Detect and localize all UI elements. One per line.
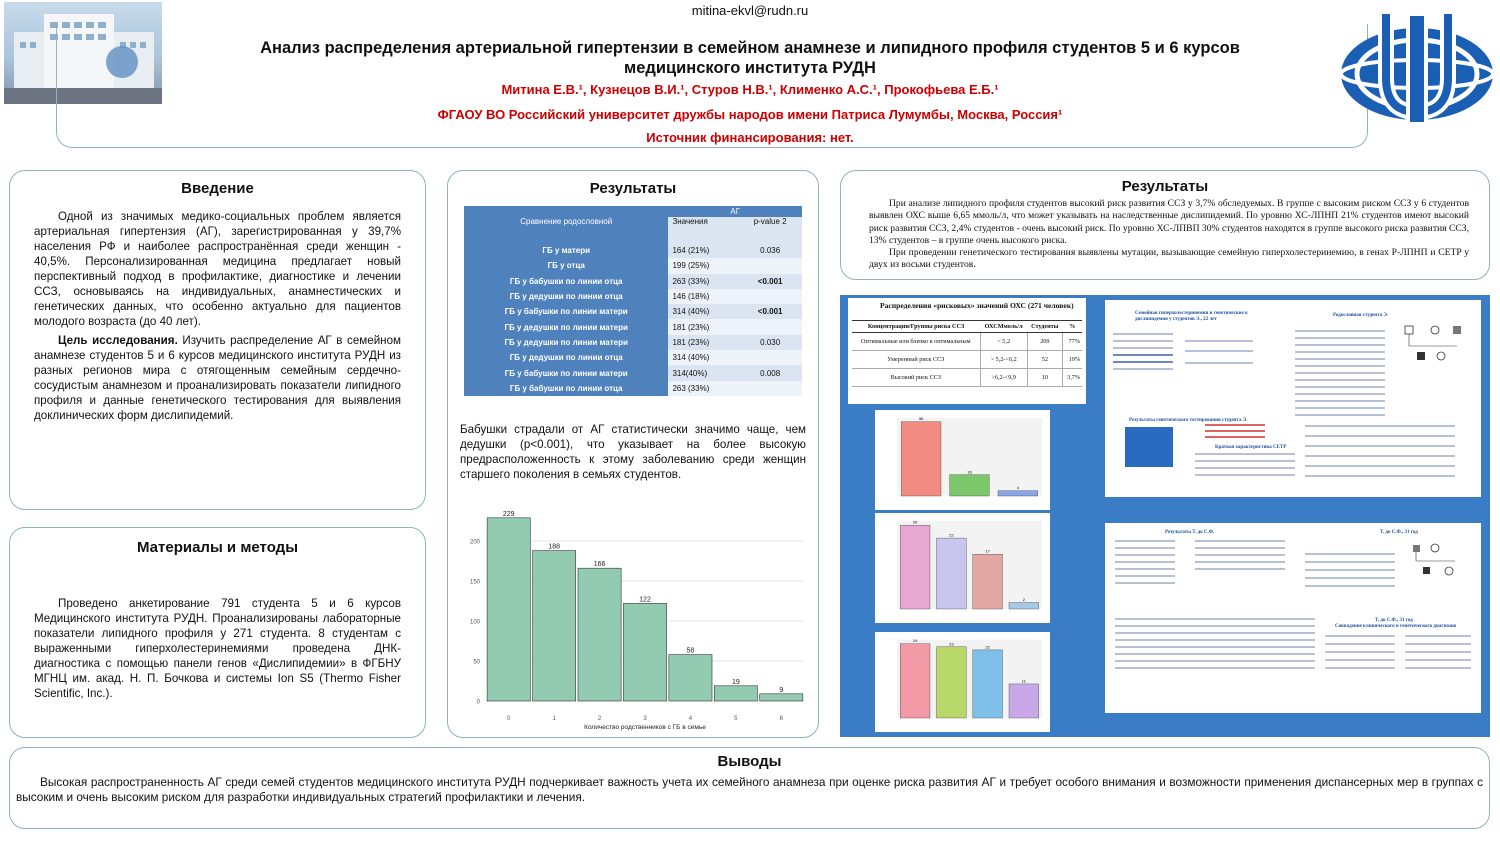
y-tick-label: 0 — [476, 699, 480, 706]
rudn-logo — [1338, 8, 1496, 134]
x-tick-label: 4 — [688, 716, 693, 722]
ag-table-row — [464, 365, 802, 380]
case-title-7: Т. до С.Ф., 31 год — [1375, 618, 1413, 623]
supplement-collage — [840, 295, 1490, 737]
oxs-cell: 209 — [1027, 333, 1062, 351]
mini-bar-label: 22 — [949, 532, 954, 538]
case-panel-top — [1105, 300, 1481, 497]
intro-text — [10, 197, 425, 423]
x-tick-label: 1 — [552, 716, 556, 722]
authors: Митина Е.В.¹, Кузнецов В.И.¹, Стуров Н.В.¹, Клименко А.С.¹, Прокофьева Е.Б.¹ — [501, 82, 999, 97]
oxs-cell: 77% — [1062, 333, 1082, 351]
y-tick-label: 200 — [469, 539, 480, 546]
x-tick-label: 0 — [507, 716, 511, 722]
ag-col-1: Сравнение родословной — [464, 217, 668, 243]
ag-group-header: АГ — [668, 206, 802, 217]
oxs-cell: 10 — [1027, 369, 1062, 387]
ag-row-label: ГБ у бабушки по линии матери — [464, 304, 668, 319]
mini-bar-label: 2 — [1022, 597, 1025, 603]
poster-title — [190, 38, 1310, 78]
ag-table-row — [464, 319, 802, 334]
bar-value-label: 229 — [502, 510, 515, 518]
ag-table-row — [464, 304, 802, 319]
ag-row-value: 181 (23%) — [668, 335, 738, 350]
ag-row-value: 146 (18%) — [668, 289, 738, 304]
oxs-header-cell: % — [1062, 321, 1082, 333]
ag-row-value: 314(40%) — [668, 365, 738, 380]
bar-chart-svg — [456, 501, 812, 731]
bar-value-label: 19 — [731, 678, 740, 686]
mini-bar — [950, 475, 990, 496]
results-right-panel — [840, 170, 1490, 280]
ag-row-value: 314 (40%) — [668, 350, 738, 365]
bar — [487, 518, 530, 701]
pedigree-diagram-2 — [1405, 541, 1475, 585]
ag-row-pvalue: 0.030 — [738, 335, 802, 350]
ag-row-value: 164 (21%) — [668, 243, 738, 258]
ag-row-pvalue: <0.001 — [738, 304, 802, 319]
y-tick-label: 50 — [473, 659, 480, 666]
mini-bar — [1009, 684, 1039, 718]
ag-row-pvalue — [738, 289, 802, 304]
mini-chart-2-svg — [875, 513, 1050, 623]
results-mid-text: Бабушки страдали от АГ статистически значимо чаще, чем дедушки (p<0.001), что указывает на более высокую предрасположенность к этому заболеванию среди женщин старшего поколения в семьях студентов. — [460, 423, 806, 481]
mini-bar-label: 17 — [985, 548, 990, 554]
mini-bar — [1009, 603, 1039, 609]
x-tick-label: 6 — [779, 716, 783, 722]
ag-row-label: ГБ у отца — [464, 258, 668, 273]
ag-table-row — [464, 243, 802, 258]
intro-panel — [9, 170, 426, 510]
ag-table-row — [464, 381, 802, 396]
bar-value-label: 166 — [593, 561, 606, 569]
results-right-text — [841, 195, 1489, 272]
ag-table-row — [464, 258, 802, 273]
mini-bar — [937, 647, 967, 718]
mini-chart-3 — [875, 632, 1050, 732]
title-line-2: медицинского института РУДН — [624, 59, 876, 77]
ag-table — [464, 206, 802, 396]
ag-table-row — [464, 274, 802, 289]
results-right-title: Результаты — [1121, 178, 1209, 195]
x-tick-label: 3 — [643, 716, 647, 722]
genetic-results-box — [1125, 427, 1173, 467]
x-tick-label: 2 — [597, 716, 602, 722]
ag-table-row — [464, 289, 802, 304]
ag-table-corner — [464, 206, 668, 217]
oxs-cell: > 5,2-<6,2 — [980, 351, 1027, 369]
oxs-table-title: Распределения «рисковых» значений ОХС (271 человек) — [880, 301, 1074, 310]
mini-bar — [998, 491, 1038, 496]
conclusions-text: Высокая распространенность АГ среди семей студентов медицинского института РУДН подчеркивает важность учета их семейного анамнеза при оценке риска развития АГ и требует особого внимания и возможности применения диспансерных мер в группах с высоким и очень высоким риском для разработки индивидуальных стратегий профилактики и лечения. — [16, 775, 1483, 804]
bar-value-label: 9 — [779, 686, 784, 694]
ag-row-label: ГБ у бабушки по линии матери — [464, 365, 668, 380]
oxs-cell: Оптимальные или близко к оптимальным — [852, 333, 980, 351]
case-title-1b: дислипидемия у студентов Э., 22 лет — [1135, 317, 1217, 322]
relatives-bar-chart — [456, 501, 812, 731]
case-title-2: Родословная студента Э. — [1333, 313, 1389, 318]
pedigree-diagram — [1395, 322, 1473, 372]
oxs-table-card — [848, 298, 1086, 404]
affiliation: ФГАОУ ВО Российский университет дружбы народов имени Патриса Лумумбы, Москва, Россия¹ — [437, 107, 1063, 122]
mini-chart-1-svg — [875, 410, 1050, 510]
oxs-header-cell: Студенты — [1027, 321, 1062, 333]
ag-row-label: ГБ у бабушки по линии отца — [464, 381, 668, 396]
bar — [760, 694, 803, 701]
ag-row-value: 199 (25%) — [668, 258, 738, 273]
bar — [669, 655, 712, 701]
results-right-p1: При анализе липидного профиля студентов высокий риск развития ССЗ у 3,7% обследуемых. В группе с высоким риском ССЗ у 6 студентов выявлен ОХС выше 6,65 ммоль/л, что может указывать на наследственные дислипидемий. По уровню ХС-ЛПНП 21% студентов имеют высокий риск развития ССЗ, 2,4% студентов - очень высокий риск. По уровню ХС-ЛПВП 30% студентов находятся в группе высокого риска развития ССЗ, 13% студентов – в группе очень высокого риска. — [869, 198, 1469, 246]
oxs-cell: < 5,2 — [980, 333, 1027, 351]
ag-row-pvalue: 0.008 — [738, 365, 802, 380]
mini-bar-label: 56 — [918, 416, 924, 422]
bar — [714, 686, 757, 701]
ag-table-row — [464, 350, 802, 365]
case-title-1: Семейная гиперхолестеринемия и генетические к — [1135, 311, 1248, 316]
title-line-1: Анализ распределения артериальной гипертензии в семейном анамнезе и липидного профиля студентов 5 и 6 курсов — [260, 39, 1240, 57]
case-title-6: Т. до С.Ф., 31 год — [1380, 530, 1418, 535]
ag-row-pvalue — [738, 381, 802, 396]
mini-bar — [973, 554, 1003, 609]
case-title-4: Краткая характеристика CETP — [1215, 445, 1287, 450]
x-axis-label: Количество родственников с ГБ в семье — [584, 724, 706, 731]
case-subtitle-7: Совпадение клинического и генетического диагнозов — [1335, 624, 1457, 629]
results-mid-title: Результаты — [589, 180, 677, 197]
oxs-cell: 52 — [1027, 351, 1062, 369]
conclusions-title: Выводы — [717, 753, 782, 770]
results-right-p2: При проведении генетического тестирования выявлены мутации, вызывающие семейную гиперхолестеринемию, в генах Р-ЛПНП и CETP у двух из восьми студентов. — [869, 247, 1469, 271]
oxs-header-cell: ОХСМмоль/л — [980, 321, 1027, 333]
ag-row-label: ГБ у матери — [464, 243, 668, 258]
mini-bar-label: 4 — [1016, 485, 1019, 491]
oxs-cell: >6,2-<9,9 — [980, 369, 1027, 387]
mini-bar — [900, 644, 930, 718]
ag-row-label: ГБ у дедушки по линии матери — [464, 335, 668, 350]
mini-bar — [937, 538, 967, 609]
mini-chart-2 — [875, 513, 1050, 623]
oxs-row — [852, 333, 1082, 351]
ag-table-wrap — [464, 206, 802, 396]
case-title-5: Результаты Т. до С.Ф. — [1165, 530, 1215, 535]
conclusions-panel — [9, 747, 1490, 829]
ag-col-2: Значения — [668, 217, 738, 243]
ag-row-value: 314 (40%) — [668, 304, 738, 319]
mini-bar-label: 26 — [912, 519, 918, 525]
ag-row-label: ГБ у бабушки по линии отца — [464, 274, 668, 289]
contact-email: mitina-ekvl@rudn.ru — [691, 3, 809, 18]
ag-row-pvalue: 0.036 — [738, 243, 802, 258]
oxs-header-cell: Концентрации/Группы риска ССЗ — [852, 321, 980, 333]
case-title-3: Результаты генетического тестирования студента Э. — [1129, 418, 1248, 423]
ag-row-pvalue — [738, 350, 802, 365]
mini-bar — [901, 422, 941, 496]
ag-table-row — [464, 335, 802, 350]
oxs-cell: 3,7% — [1062, 369, 1082, 387]
ag-row-pvalue — [738, 319, 802, 334]
x-tick-label: 5 — [734, 716, 738, 722]
mini-bar-label: 23 — [949, 641, 954, 647]
ag-row-pvalue — [738, 258, 802, 273]
mini-chart-3-svg — [875, 632, 1050, 732]
oxs-row — [852, 369, 1082, 387]
methods-text: Проведено анкетирование 791 студента 5 и 6 курсов Медицинского института РУДН. Проанализированы лабораторные показатели липидного профиля у 271 студента. 8 студентам с выраженными гиперхолестеринемиями проведена ДНК-диагностика с помощью панели генов «Дислипидемии» в ФГБНУ МГНЦ им. акад. Н. П. Бочкова и системы Ion S5 (Thermo Fisher Scientific, Inc.). — [34, 597, 401, 700]
mini-bar-label: 24 — [912, 638, 918, 644]
intro-paragraph: Одной из значимых медико-социальных проблем является артериальная гипертензия (АГ), зарегистрированная у 39,7% населения РФ и наиболее распространённая среди женщин - 40,5%. Персонализированная медицина предлагает новый перспективный подход в профилактике, диагностике и лечении ССЗ, основываясь на индивидуальных, анамнестических и генетических данных, что особенно актуально для пациентов молодого возраста (до 40 лет). — [34, 210, 401, 328]
bar — [533, 551, 576, 701]
ag-row-value: 181 (23%) — [668, 319, 738, 334]
y-tick-label: 150 — [469, 579, 480, 586]
aim-paragraph — [34, 333, 401, 423]
results-mid-panel — [447, 170, 819, 738]
oxs-cell: Высокий риск ССЗ — [852, 369, 980, 387]
mini-bar-label: 11 — [1021, 678, 1026, 684]
bar — [578, 568, 621, 701]
oxs-table — [852, 320, 1082, 387]
bar-value-label: 58 — [686, 647, 695, 655]
methods-panel — [9, 527, 426, 738]
mini-bar-label: 16 — [967, 469, 972, 475]
ag-row-label: ГБ у дедушки по линии отца — [464, 350, 668, 365]
y-tick-label: 100 — [469, 619, 480, 626]
ag-row-value: 263 (33%) — [668, 274, 738, 289]
bar — [623, 603, 666, 701]
aim-label: Цель исследования. — [58, 334, 178, 347]
oxs-cell: 19% — [1062, 351, 1082, 369]
bar-value-label: 188 — [548, 543, 560, 551]
mini-bar — [973, 650, 1003, 718]
bar-value-label: 122 — [639, 596, 651, 604]
mini-bar — [900, 525, 930, 609]
mini-bar-label: 22 — [985, 644, 990, 650]
mini-chart-1 — [875, 410, 1050, 510]
funding: Источник финансирования: нет. — [646, 130, 854, 145]
oxs-row — [852, 351, 1082, 369]
aim-text: Изучить распределение АГ в семейном анамнезе студентов 5 и 6 курсов медицинского института РУДН из разных регионов мира с отягощенным семейным сердечно-сосудистым анамнезом и проанализировать показатели липидного профиля и данные генетического тестирования для выявления доклинических форм дислипидемий. — [34, 334, 401, 422]
ag-row-label: ГБ у дедушки по линии матери — [464, 319, 668, 334]
methods-title: Материалы и методы — [136, 539, 298, 556]
oxs-cell: Умеренный риск ССЗ — [852, 351, 980, 369]
ag-row-pvalue: <0.001 — [738, 274, 802, 289]
case-panel-bottom — [1105, 523, 1481, 713]
intro-title: Введение — [181, 180, 254, 197]
ag-col-3: p-value 2 — [738, 217, 802, 243]
ag-row-value: 263 (33%) — [668, 381, 738, 396]
ag-row-label: ГБ у дедушки по линии отца — [464, 289, 668, 304]
